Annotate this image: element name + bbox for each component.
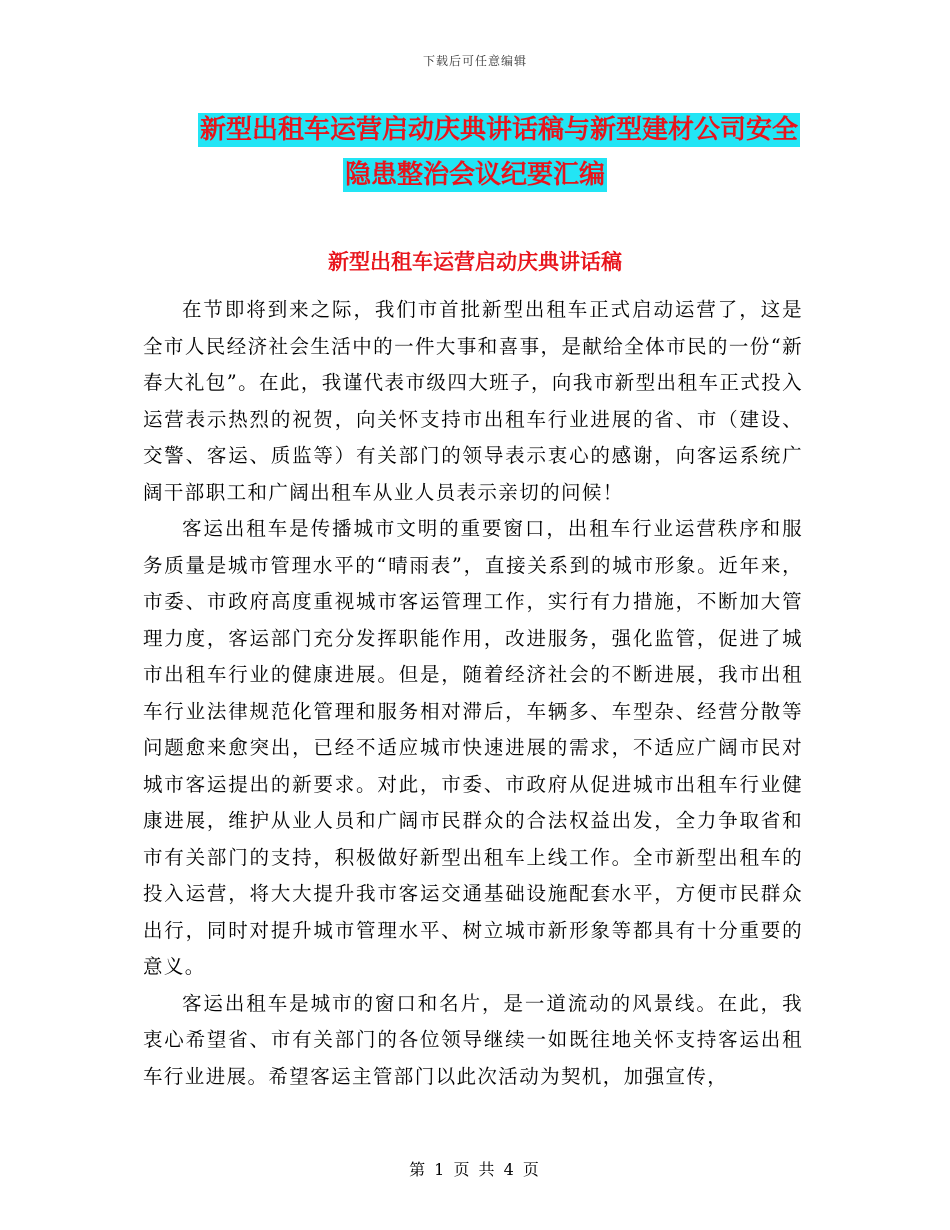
paragraph: 在节即将到来之际，我们市首批新型出租车正式启动运营了，这是全市人民经济社会生活中的一件大事和喜事，是献给全体市民的一份“新春大礼包”。在此，我谨代表市级四大班子，向我市新型出租车正式投入运营表示热烈的祝贺，向关怀支持市出租车行业进展的省、市（建设、交警、客运、质监等）有关部门的领导表示衷心的感谢，向客运系统广阔干部职工和广阔出租车从业人员表示亲切的问候！ <box>143 298 803 504</box>
paragraph: 客运出租车是传播城市文明的重要窗口，出租车行业运营秩序和服务质量是城市管理水平的“晴雨表”，直接关系到的城市形象。近年来，市委、市政府高度重视城市客运管理工作，实行有力措施，不断加大管理力度，客运部门充分发挥职能作用，改进服务，强化监管，促进了城市出租车行业的健康进展。但是，随着经济社会的不断进展，我市出租车行业法律规范化管理和服务相对滞后，车辆多、车型杂、经营分散等问题愈来愈突出，已经不适应城市快速进展的需求，不适应广阔市民对城市客运提出的新要求。对此，市委、市政府从促进城市出租车行业健康进展，维护从业人员和广阔市民群众的合法权益出发，全力争取省和市有关部门的支持，积极做好新型出租车上线工作。全市新型出租车的投入运营，将大大提升我市客运交通基础设施配套水平，方便市民群众出行，同时对提升城市管理水平、树立城市新形象等都具有十分重要的意义。 <box>143 517 803 978</box>
document-title-line-2: 隐患整治会议纪要汇编 <box>344 160 605 190</box>
body-text <box>143 292 803 1095</box>
section-title: 新型出租车运营启动庆典讲话稿 <box>328 250 622 274</box>
paragraph: 客运出租车是城市的窗口和名片，是一道流动的风景线。在此，我衷心希望省、市有关部门的各位领导继续一如既往地关怀支持客运出租车行业进展。希望客运主管部门以此次活动为契机，加强宣传， <box>143 991 803 1088</box>
document-title-line-1: 新型出租车运营启动庆典讲话稿与新型建材公司安全 <box>199 115 798 145</box>
page-number: 第 1 页 共 4 页 <box>409 1160 541 1179</box>
page-header-note: 下载后可任意编辑 <box>422 54 527 68</box>
document-title <box>140 108 810 198</box>
